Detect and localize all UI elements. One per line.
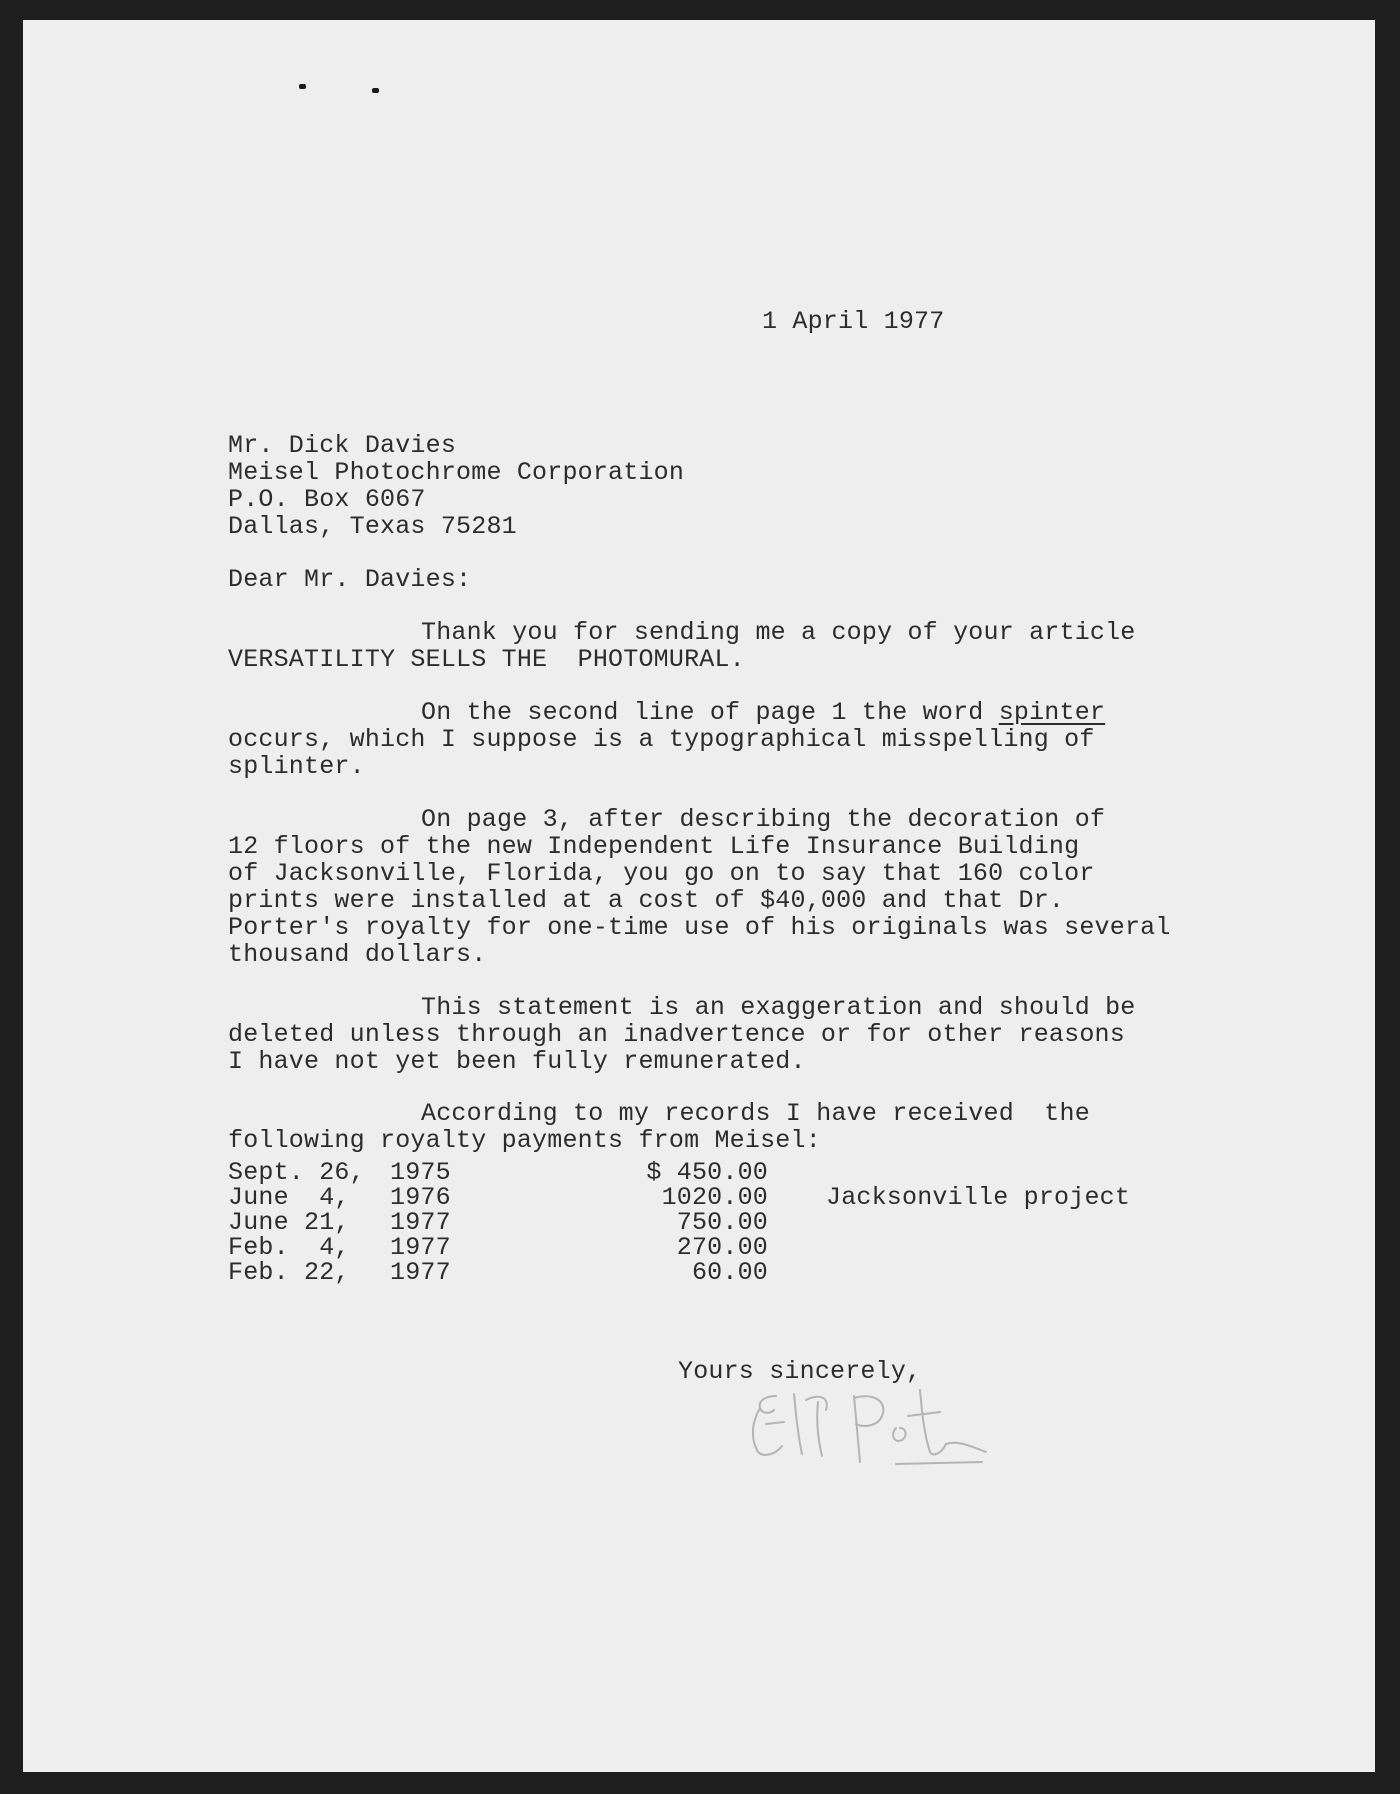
paragraph2-line2: occurs, which I suppose is a typographical misspelling of — [228, 725, 1095, 754]
payment-date: Feb. 4, — [228, 1233, 350, 1262]
paragraph3-line5: Porter's royalty for one-time use of his originals was several — [228, 913, 1171, 942]
recipient-city: Dallas, Texas 75281 — [228, 512, 517, 541]
payment-amount: 1020.00 — [661, 1183, 768, 1212]
letter-date: 1 April 1977 — [762, 307, 945, 336]
recipient-name: Mr. Dick Davies — [228, 431, 457, 460]
paragraph4-line2: deleted unless through an inadvertence or for other reasons — [228, 1020, 1125, 1049]
payment-year: 1977 — [390, 1233, 451, 1262]
payment-year: 1977 — [390, 1208, 451, 1237]
paragraph3-line6: thousand dollars. — [228, 940, 487, 969]
payment-year: 1977 — [390, 1258, 451, 1287]
payment-date: Sept. 26, — [228, 1158, 365, 1187]
payment-row — [228, 1185, 1148, 1210]
paragraph3-line1: On page 3, after describing the decoration of — [421, 805, 1106, 834]
payment-amount: 60.00 — [691, 1258, 768, 1287]
salutation: Dear Mr. Davies: — [228, 565, 472, 594]
payment-date: June 4, — [228, 1183, 350, 1212]
payment-list — [228, 1160, 1148, 1285]
header-mark-left — [299, 84, 306, 89]
header-mark-right — [372, 88, 379, 93]
payment-amount: $ 450.00 — [646, 1158, 768, 1187]
paragraph4-line3: I have not yet been fully remunerated. — [228, 1047, 806, 1076]
payment-amount: 270.00 — [676, 1233, 768, 1262]
recipient-company: Meisel Photochrome Corporation — [228, 458, 685, 487]
payment-row — [228, 1235, 1148, 1260]
payment-note: Jacksonville project — [826, 1183, 1131, 1212]
letter-body — [23, 20, 1375, 1772]
closing: Yours sincerely, — [678, 1357, 922, 1386]
paragraph3-line4: prints were installed at a cost of $40,000 and that Dr. — [228, 886, 1065, 915]
misspelled-word: spinter — [998, 698, 1106, 727]
payment-row — [228, 1260, 1148, 1285]
paragraph4-line1: This statement is an exaggeration and should be — [421, 993, 1136, 1022]
paragraph1-line2: VERSATILITY SELLS THE PHOTOMURAL. — [228, 645, 745, 674]
paragraph3-line2: 12 floors of the new Independent Life Insurance Building — [228, 832, 1080, 861]
paragraph5-line2: following royalty payments from Meisel: — [228, 1126, 821, 1155]
payment-year: 1975 — [390, 1158, 451, 1187]
paragraph2-line1 — [421, 699, 1105, 726]
paragraph3-line3: of Jacksonville, Florida, you go on to say that 160 color — [228, 859, 1095, 888]
payment-date: June 21, — [228, 1208, 350, 1237]
recipient-box: P.O. Box 6067 — [228, 485, 426, 514]
paragraph2-line1-text: On the second line of page 1 the word — [421, 698, 999, 727]
paragraph5-line1: According to my records I have received the — [421, 1099, 1090, 1128]
payment-year: 1976 — [390, 1183, 451, 1212]
letter-page — [23, 20, 1375, 1772]
signature — [736, 1380, 996, 1470]
payment-row — [228, 1160, 1148, 1185]
payment-row — [228, 1210, 1148, 1235]
payment-date: Feb. 22, — [228, 1258, 350, 1287]
paragraph2-line3: splinter. — [228, 752, 365, 781]
payment-amount: 750.00 — [676, 1208, 768, 1237]
paragraph1-line1: Thank you for sending me a copy of your article — [421, 618, 1136, 647]
